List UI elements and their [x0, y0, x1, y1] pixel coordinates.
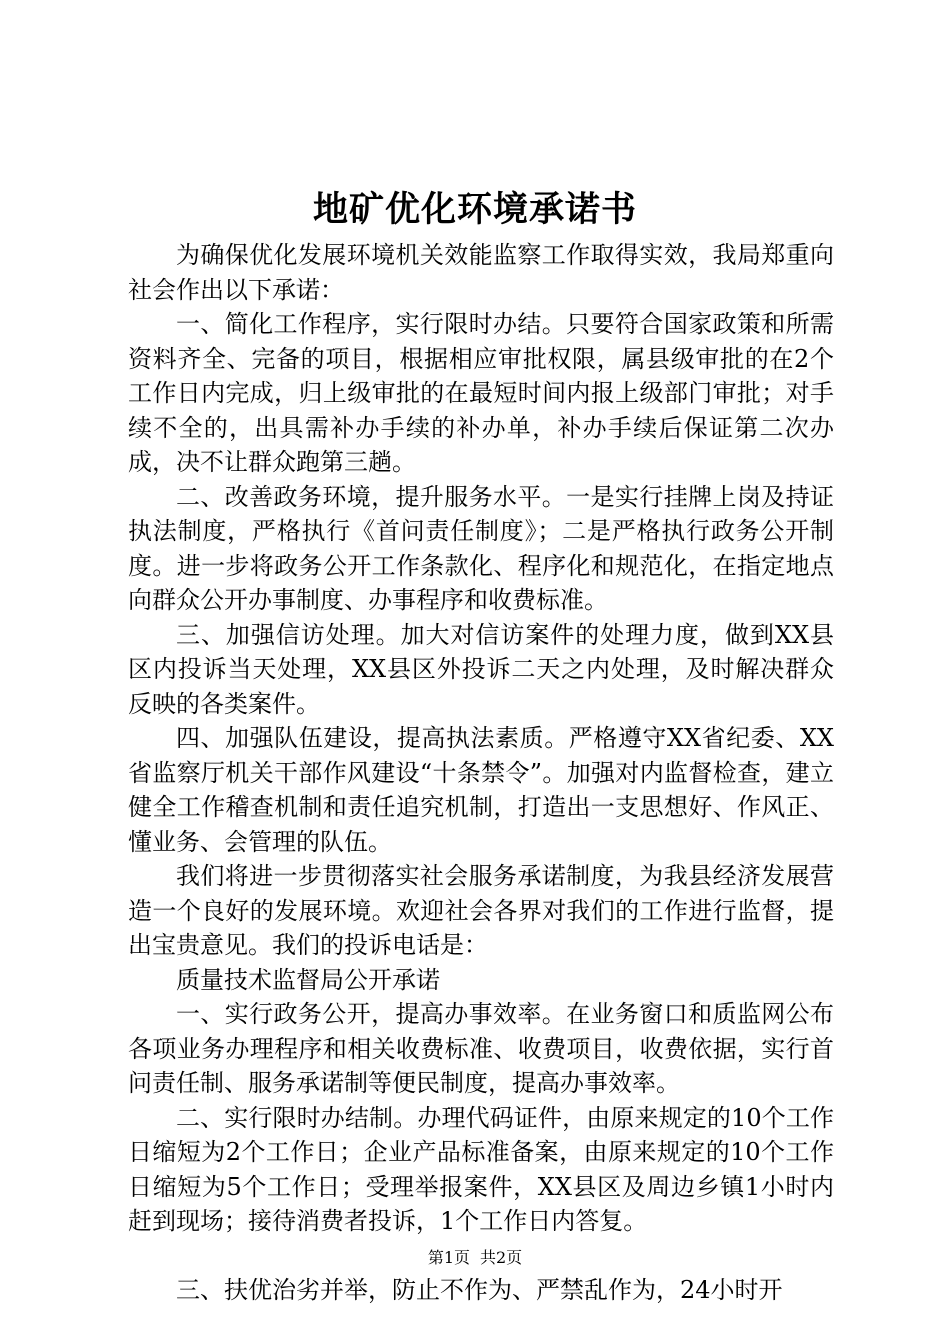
paragraph-intro: 为确保优化发展环境机关效能监察工作取得实效，我局郑重向社会作出以下承诺：	[128, 241, 834, 304]
document-body	[128, 238, 834, 1307]
paragraph-subheading: 质量技术监督局公开承诺	[176, 965, 440, 994]
page-number: 第1页	[427, 1248, 470, 1267]
paragraph-commitment-1: 一、简化工作程序，实行限时办结。只要符合国家政策和所需资料齐全、完备的项目，根据相应审批权限，属县级审批的在2个工作日内完成，归上级审批的在最短时间内报上级部门审批；对手续不全的，出具需补办手续的补办单，补办手续后保证第二次办成，决不让群众跑第三趟。	[128, 310, 834, 476]
paragraph-quality-2: 二、实行限时办结制。办理代码证件，由原来规定的10个工作日缩短为2个工作日；企业产品标准备案，由原来规定的10个工作日缩短为5个工作日；受理举报案件，XX县区及周边乡镇1小时内赶到现场；接待消费者投诉，1个工作日内答复。	[128, 1103, 834, 1235]
document-title: 地矿优化环境承诺书	[312, 189, 637, 230]
paragraph-closing: 我们将进一步贯彻落实社会服务承诺制度，为我县经济发展营造一个良好的发展环境。欢迎社会各界对我们的工作进行监督，提出宝贵意见。我们的投诉电话是：	[128, 862, 834, 959]
paragraph-commitment-2: 二、改善政务环境，提升服务水平。一是实行挂牌上岗及持证执法制度，严格执行《首问责任制度》；二是严格执行政务公开制度。进一步将政务公开工作条款化、程序化和规范化，在指定地点向群众公开办事制度、办事程序和收费标准。	[128, 482, 834, 614]
page-footer	[0, 1248, 950, 1268]
page-total: 共2页	[480, 1248, 523, 1267]
paragraph-quality-3: 三、扶优治劣并举，防止不作为、严禁乱作为，24小时开	[176, 1275, 783, 1304]
paragraph-commitment-3: 三、加强信访处理。加大对信访案件的处理力度，做到XX县区内投诉当天处理，XX县区外投诉二天之内处理，及时解决群众反映的各类案件。	[128, 620, 834, 718]
paragraph-commitment-4: 四、加强队伍建设，提高执法素质。严格遵守XX省纪委、XX省监察厅机关干部作风建设“十条禁令”。加强对内监督检查，建立健全工作稽查机制和责任追究机制，打造出一支思想好、作风正、懂业务、会管理的队伍。	[128, 724, 834, 856]
paragraph-quality-1: 一、实行政务公开，提高办事效率。在业务窗口和质监网公布各项业务办理程序和相关收费标准、收费项目，收费依据，实行首问责任制、服务承诺制等便民制度，提高办事效率。	[128, 1000, 834, 1097]
